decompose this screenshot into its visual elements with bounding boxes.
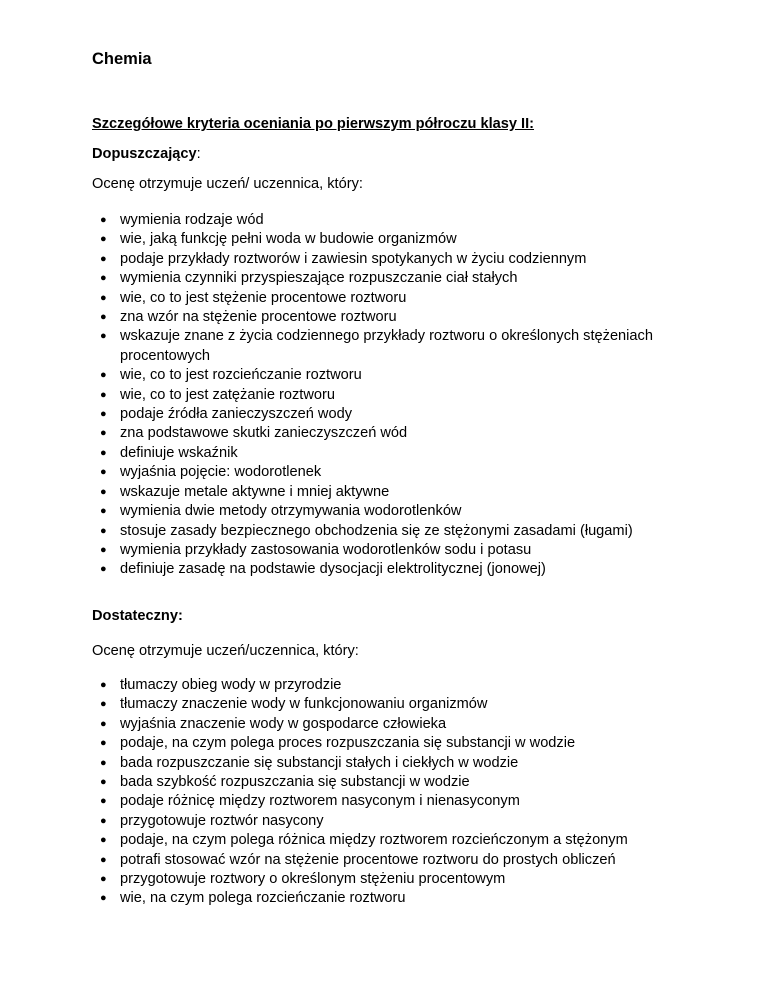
list-item [92, 792, 732, 811]
list-item-text: podaje różnicę między roztworem nasyconym i nienasyconym [120, 793, 520, 810]
list-item [92, 308, 692, 327]
bullet-icon: ● [100, 369, 107, 382]
bullet-icon: ● [100, 756, 107, 769]
bullet-icon: ● [100, 814, 107, 827]
list-item [92, 560, 692, 579]
bullet-icon: ● [100, 427, 107, 440]
level-heading-text: Dostateczny: [92, 608, 183, 624]
bullet-icon: ● [100, 446, 107, 459]
list-item [92, 773, 732, 792]
list-item [92, 851, 732, 870]
document-title: Chemia [92, 50, 152, 68]
list-item-text: wie, co to jest zatężanie roztworu [120, 386, 335, 403]
list-item-text: przygotowuje roztwory o określonym stężeniu procentowym [120, 871, 506, 888]
bullet-icon: ● [100, 330, 107, 343]
bullet-icon: ● [100, 311, 107, 324]
bullet-icon: ● [100, 776, 107, 789]
list-item [92, 463, 692, 482]
bullet-icon: ● [100, 505, 107, 518]
list-item-text: bada szybkość rozpuszczania się substancji w wodzie [120, 774, 470, 791]
list-item-text: wskazuje znane z życia codziennego przykłady roztworu o określonych stężeniach procentowych [120, 328, 653, 364]
criteria-list-dostateczny [92, 676, 732, 909]
list-item-text: wymienia przykłady zastosowania wodorotlenków sodu i potasu [120, 541, 532, 558]
section-heading: Szczegółowe kryteria oceniania po pierwszym półroczu klasy II: [92, 116, 535, 132]
list-item [92, 541, 692, 560]
bullet-icon: ● [100, 834, 107, 847]
list-item [92, 230, 692, 249]
list-item [92, 502, 692, 521]
bullet-icon: ● [100, 485, 107, 498]
list-item [92, 676, 732, 695]
list-item [92, 715, 732, 734]
bullet-icon: ● [100, 272, 107, 285]
list-item [92, 405, 692, 424]
list-item-text: wie, na czym polega rozcieńczanie roztworu [120, 890, 406, 907]
list-item-text: tłumaczy obieg wody w przyrodzie [120, 677, 342, 693]
bullet-icon: ● [100, 466, 107, 479]
bullet-icon: ● [100, 524, 107, 537]
list-item [92, 269, 692, 288]
bullet-icon: ● [100, 214, 107, 226]
bullet-icon: ● [100, 892, 107, 905]
list-item-text: wie, co to jest stężenie procentowe roztworu [120, 289, 407, 306]
list-item-text: podaje przykłady roztworów i zawiesin spotykanych w życiu codziennym [120, 250, 587, 267]
list-item [92, 734, 732, 753]
list-item [92, 831, 732, 850]
list-item [92, 483, 692, 502]
bullet-icon: ● [100, 291, 107, 304]
list-item [92, 424, 692, 443]
bullet-icon: ● [100, 233, 107, 246]
list-item-text: wie, jaką funkcję pełni woda w budowie organizmów [120, 231, 457, 248]
list-item-text: tłumaczy znaczenie wody w funkcjonowaniu organizmów [120, 696, 488, 713]
list-item-text: wyjaśnia znaczenie wody w gospodarce człowieka [120, 715, 447, 732]
bullet-icon: ● [100, 717, 107, 730]
list-item [92, 754, 732, 773]
list-item-text: definiuje zasadę na podstawie dysocjacji elektrolitycznej (jonowej) [120, 561, 546, 578]
list-item-text: zna podstawowe skutki zanieczyszczeń wód [120, 425, 408, 442]
bullet-icon: ● [100, 563, 107, 576]
list-item-text: zna wzór na stężenie procentowe roztworu [120, 309, 397, 326]
list-item-text: wymienia dwie metody otrzymywania wodorotlenków [120, 503, 462, 520]
list-item [92, 870, 732, 889]
level-intro-dopuszczajacy: Ocenę otrzymuje uczeń/ uczennica, który: [92, 176, 363, 192]
list-item [92, 889, 732, 908]
list-item [92, 366, 692, 385]
list-item [92, 386, 692, 405]
list-item [92, 211, 692, 230]
bullet-icon: ● [100, 252, 107, 265]
list-item-text: wskazuje metale aktywne i mniej aktywne [120, 483, 390, 500]
list-item-text: podaje źródła zanieczyszczeń wody [120, 406, 353, 423]
bullet-icon: ● [100, 543, 107, 556]
bullet-icon: ● [100, 679, 107, 691]
list-item-text: wymienia rodzaje wód [120, 212, 264, 228]
level-heading-dopuszczajacy [92, 144, 201, 164]
list-item [92, 812, 732, 831]
list-item-text: bada rozpuszczanie się substancji stałych i ciekłych w wodzie [120, 754, 519, 771]
list-item-text: definiuje wskaźnik [120, 444, 238, 461]
level-heading-dostateczny [92, 606, 183, 626]
list-item-text: podaje, na czym polega proces rozpuszczania się substancji w wodzie [120, 735, 576, 752]
list-item-text: wyjaśnia pojęcie: wodorotlenek [120, 464, 322, 481]
list-item [92, 522, 680, 541]
level-heading-suffix: : [196, 146, 201, 162]
list-item-text: potrafi stosować wzór na stężenie procentowe roztworu do prostych obliczeń [120, 851, 616, 868]
criteria-list-dopuszczajacy [92, 211, 692, 580]
bullet-icon: ● [100, 698, 107, 711]
list-item-text: wie, co to jest rozcieńczanie roztworu [120, 367, 362, 384]
bullet-icon: ● [100, 873, 107, 886]
list-item [92, 289, 692, 308]
list-item [92, 444, 692, 463]
list-item [92, 250, 692, 269]
bullet-icon: ● [100, 853, 107, 866]
list-item-text: przygotowuje roztwór nasycony [120, 812, 324, 829]
list-item-text: stosuje zasady bezpiecznego obchodzenia się ze stężonymi zasadami (ługami) [120, 522, 633, 539]
bullet-icon: ● [100, 408, 107, 421]
bullet-icon: ● [100, 737, 107, 750]
level-intro-dostateczny: Ocenę otrzymuje uczeń/uczennica, który: [92, 643, 359, 659]
bullet-icon: ● [100, 795, 107, 808]
list-item-text: wymienia czynniki przyspieszające rozpuszczanie ciał stałych [120, 270, 518, 287]
level-heading-text: Dopuszczający [92, 146, 197, 162]
list-item-text: podaje, na czym polega różnica między roztworem rozcieńczonym a stężonym [120, 832, 628, 849]
bullet-icon: ● [100, 388, 107, 401]
list-item [92, 327, 680, 366]
list-item [92, 695, 732, 714]
